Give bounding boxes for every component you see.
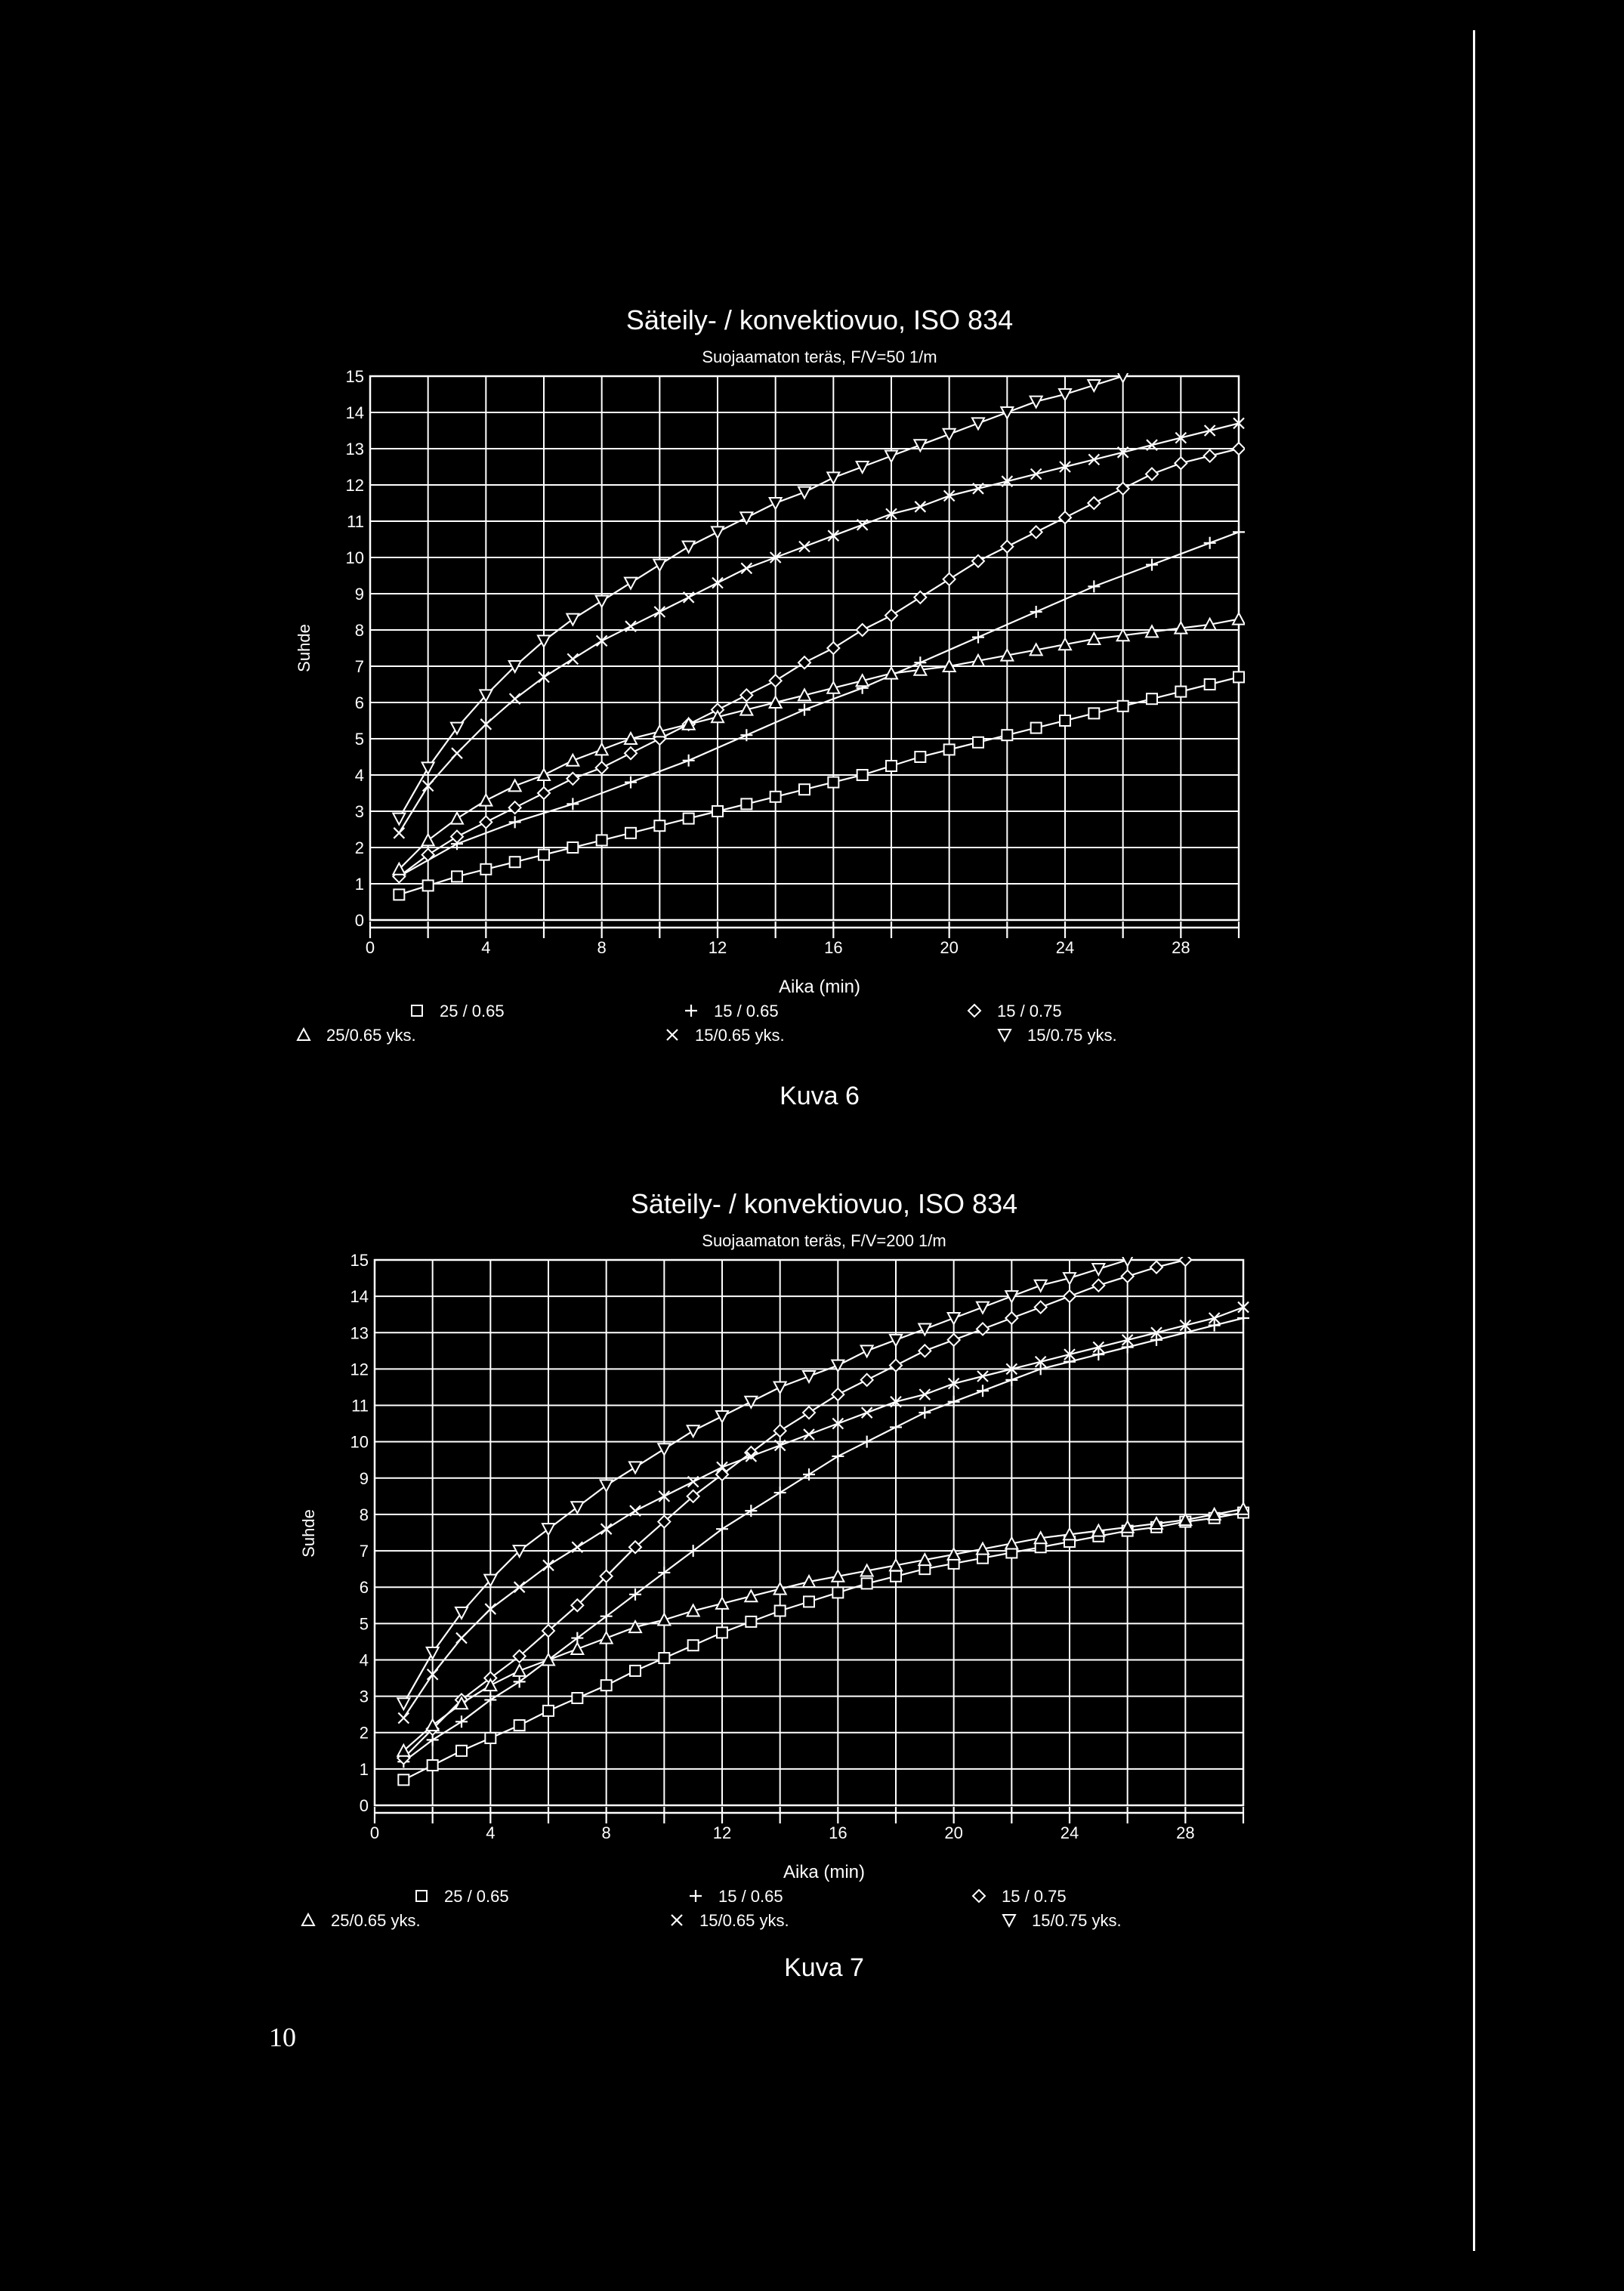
data-point-plus (890, 1421, 902, 1433)
data-point-square (485, 1733, 496, 1743)
plot-grid (370, 376, 1239, 920)
data-point-plus (1150, 1334, 1162, 1346)
data-point-triangle-down (1030, 397, 1042, 408)
data-point-x (567, 653, 578, 664)
data-point-plus (1237, 1312, 1249, 1324)
data-point-x (804, 1429, 814, 1440)
data-point-triangle-down (716, 1411, 728, 1422)
data-point-plus (832, 1450, 844, 1462)
legend-marker-diamond (968, 1005, 980, 1017)
y-tick-label: 11 (347, 512, 364, 531)
data-point-triangle-down (798, 487, 810, 499)
data-point-square (423, 880, 434, 891)
data-point-square (398, 1774, 409, 1785)
legend-marker-triangle-up (302, 1914, 314, 1925)
chart-title: Säteily- / konvektiovuo, ISO 834 (625, 304, 1014, 335)
data-point-x (394, 828, 404, 838)
data-point-diamond (625, 747, 637, 759)
data-point-triangle-down (943, 429, 956, 440)
series-square (394, 672, 1244, 900)
data-point-x (799, 542, 810, 552)
series-line (403, 1513, 1243, 1780)
legend-label: 15/0.65 yks. (699, 1911, 789, 1930)
y-tick-label: 3 (354, 802, 364, 821)
legend-marker-diamond (973, 1890, 985, 1902)
x-tick-label: 24 (1060, 1823, 1079, 1842)
series-plus (397, 1312, 1249, 1768)
data-point-square (514, 1720, 525, 1731)
y-tick-label: 14 (345, 403, 364, 422)
data-point-x (456, 1633, 467, 1644)
series-diamond (397, 1254, 1191, 1764)
data-point-square (654, 820, 665, 831)
data-point-square (944, 744, 955, 755)
data-point-square (712, 806, 723, 817)
data-point-x (862, 1407, 872, 1418)
series-line (399, 677, 1239, 894)
y-tick-label: 6 (354, 693, 364, 712)
x-axis-label: Aika (min) (778, 977, 861, 997)
legend-label: 15 / 0.75 (1002, 1887, 1067, 1906)
data-point-diamond (1150, 1261, 1162, 1274)
data-point-triangle-down (885, 451, 897, 462)
data-point-triangle-down (1092, 1264, 1104, 1275)
figure-label: Kuva 7 (784, 1953, 864, 1982)
y-tick-label: 9 (359, 1468, 369, 1488)
legend-label: 15 / 0.75 (997, 1002, 1062, 1020)
x-tick-label: 8 (601, 1823, 611, 1842)
data-point-triangle-down (567, 614, 579, 625)
data-point-square (394, 889, 404, 900)
data-point-square (770, 792, 781, 802)
x-tick-label: 20 (944, 1823, 963, 1842)
y-tick-label: 5 (359, 1614, 369, 1634)
data-point-diamond (1005, 1312, 1017, 1324)
data-point-x (452, 748, 462, 758)
data-point-diamond (943, 573, 956, 585)
data-point-plus (1005, 1374, 1017, 1386)
data-point-triangle-up (601, 1632, 613, 1644)
y-tick-label: 2 (359, 1723, 369, 1743)
data-point-x (1088, 454, 1099, 465)
series-square (398, 1508, 1249, 1786)
data-point-diamond (1092, 1280, 1104, 1292)
series-triangle-down (393, 371, 1128, 825)
data-point-triangle-down (629, 1462, 641, 1473)
data-point-square (717, 1627, 727, 1638)
legend-marker-plus (685, 1005, 697, 1017)
x-tick-label: 4 (481, 938, 491, 957)
data-point-plus (1179, 1326, 1191, 1338)
data-point-triangle-up (480, 795, 492, 806)
data-point-triangle-down (977, 1302, 989, 1314)
legend-marker-triangle-up (298, 1029, 310, 1040)
data-point-x (1205, 425, 1215, 436)
data-point-triangle-down (397, 1698, 409, 1709)
y-tick-label: 4 (359, 1650, 369, 1670)
data-point-diamond (774, 1425, 786, 1437)
series-triangle-down (397, 1255, 1133, 1709)
y-tick-label: 7 (354, 657, 364, 676)
data-point-triangle-down (972, 418, 984, 429)
legend-marker-square (416, 1891, 427, 1901)
data-point-square (1118, 701, 1128, 712)
data-point-triangle-up (658, 1614, 670, 1626)
x-tick-label: 28 (1172, 938, 1190, 957)
data-point-square (857, 770, 868, 780)
x-tick-label: 20 (940, 938, 959, 957)
data-point-plus (972, 631, 984, 644)
data-point-diamond (1179, 1254, 1191, 1266)
data-point-diamond (1035, 1301, 1047, 1314)
legend-marker-x (672, 1915, 682, 1925)
data-point-diamond (422, 849, 434, 861)
x-tick-label: 12 (712, 1823, 732, 1842)
data-point-plus (861, 1436, 873, 1448)
legend-label: 15 / 0.65 (714, 1002, 779, 1020)
data-point-triangle-down (658, 1443, 670, 1455)
data-point-plus (1146, 559, 1158, 571)
y-tick-label: 0 (354, 911, 364, 930)
chart-subtitle: Suojaamaton teräs, F/V=200 1/m (702, 1231, 946, 1250)
data-point-square (543, 1706, 554, 1716)
data-point-square (684, 814, 694, 824)
data-point-diamond (1088, 497, 1100, 509)
data-point-square (1031, 723, 1042, 733)
data-point-triangle-down (861, 1345, 873, 1357)
series-triangle-up (393, 613, 1245, 875)
data-point-square (688, 1640, 699, 1650)
y-tick-label: 4 (354, 766, 364, 785)
series-line (399, 449, 1239, 876)
y-tick-label: 8 (359, 1505, 369, 1524)
y-tick-label: 15 (350, 1251, 369, 1270)
y-tick-label: 0 (359, 1796, 369, 1815)
data-point-diamond (948, 1334, 960, 1346)
data-point-triangle-down (1035, 1280, 1047, 1292)
legend-label: 15/0.65 yks. (695, 1026, 785, 1045)
y-tick-label: 15 (345, 367, 364, 386)
plot-frame (370, 376, 1239, 920)
data-point-triangle-up (1233, 613, 1245, 625)
data-point-plus (1204, 537, 1216, 549)
data-point-triangle-down (451, 723, 463, 734)
data-point-square (601, 1680, 612, 1690)
data-point-triangle-down (857, 462, 869, 473)
data-point-x (741, 563, 752, 573)
series-line (403, 1318, 1243, 1761)
data-point-triangle-up (567, 755, 579, 766)
data-point-square (1175, 687, 1186, 697)
data-point-diamond (1001, 541, 1013, 553)
data-point-square (1147, 693, 1157, 704)
data-point-square (480, 864, 491, 875)
data-point-plus (1092, 1348, 1104, 1360)
legend-label: 15 / 0.65 (718, 1887, 783, 1906)
data-point-triangle-down (427, 1647, 439, 1659)
y-tick-label: 14 (350, 1287, 369, 1307)
series-line (403, 1260, 1185, 1758)
data-point-square (775, 1605, 786, 1616)
data-point-square (1088, 708, 1099, 718)
data-point-triangle-down (1088, 380, 1100, 391)
x-tick-label: 0 (365, 938, 375, 957)
data-point-square (828, 777, 838, 788)
data-point-square (625, 828, 636, 838)
data-point-triangle-down (601, 1480, 613, 1491)
data-point-triangle-up (451, 813, 463, 824)
data-point-triangle-down (455, 1607, 468, 1619)
data-point-diamond (1175, 457, 1187, 469)
data-point-diamond (1204, 450, 1216, 462)
data-point-triangle-up (509, 780, 521, 791)
data-point-diamond (538, 787, 550, 799)
data-point-diamond (827, 642, 839, 654)
x-tick-label: 4 (486, 1823, 496, 1842)
data-point-plus (977, 1385, 989, 1397)
chart-kuva-6 (295, 304, 1245, 1110)
x-tick-label: 24 (1055, 938, 1075, 957)
page-number: 10 (269, 2022, 296, 2052)
data-point-triangle-down (890, 1335, 902, 1346)
data-point-diamond (857, 624, 869, 636)
series-line (403, 1509, 1243, 1751)
data-point-plus (455, 1715, 468, 1728)
data-point-square (891, 1571, 901, 1582)
right-edge-rule (1473, 30, 1475, 2251)
y-tick-label: 6 (359, 1578, 369, 1598)
chart-subtitle: Suojaamaton teräs, F/V=50 1/m (702, 347, 937, 366)
data-point-diamond (861, 1374, 873, 1386)
data-point-plus (919, 1406, 931, 1419)
data-point-plus (567, 798, 579, 810)
data-point-plus (1209, 1320, 1221, 1332)
data-point-triangle-down (770, 498, 782, 509)
data-point-square (1233, 672, 1244, 682)
legend-marker-square (412, 1005, 422, 1016)
data-point-diamond (803, 1406, 815, 1419)
legend-label: 15/0.75 yks. (1032, 1911, 1122, 1930)
y-axis-label: Suhde (295, 624, 313, 672)
data-point-x (915, 502, 925, 512)
data-point-plus (774, 1487, 786, 1499)
data-point-square (799, 784, 810, 795)
data-point-plus (509, 816, 521, 828)
data-point-triangle-down (571, 1502, 583, 1513)
x-tick-label: 28 (1176, 1823, 1195, 1842)
data-point-square (832, 1587, 843, 1598)
data-point-plus (798, 704, 810, 716)
data-point-square (746, 1616, 756, 1627)
legend (302, 1887, 1122, 1930)
data-point-square (1060, 715, 1070, 726)
data-point-triangle-down (422, 762, 434, 773)
data-point-triangle-down (687, 1425, 699, 1437)
y-tick-label: 12 (350, 1360, 369, 1379)
data-point-triangle-down (653, 560, 665, 571)
y-tick-label: 5 (354, 730, 364, 749)
x-tick-label: 8 (597, 938, 607, 957)
data-point-square (452, 871, 462, 882)
data-point-square (741, 798, 752, 809)
data-point-plus (625, 777, 637, 789)
data-point-square (597, 835, 607, 845)
data-point-square (862, 1578, 872, 1589)
x-axis-label: Aika (min) (783, 1862, 866, 1882)
data-point-diamond (1233, 443, 1245, 455)
y-tick-label: 1 (359, 1759, 369, 1779)
data-point-square (886, 761, 897, 771)
data-point-diamond (740, 689, 752, 701)
series-line (399, 532, 1239, 876)
data-point-diamond (832, 1388, 844, 1400)
data-point-triangle-down (948, 1313, 960, 1324)
y-tick-label: 10 (350, 1432, 369, 1452)
y-tick-label: 10 (345, 548, 364, 567)
legend-marker-triangle-down (1003, 1915, 1015, 1926)
legend-label: 25 / 0.65 (440, 1002, 505, 1020)
data-point-triangle-up (596, 743, 608, 755)
legend-marker-triangle-down (999, 1030, 1011, 1041)
data-point-x (977, 1371, 988, 1382)
data-point-diamond (1064, 1290, 1076, 1302)
chart-title: Säteily- / konvektiovuo, ISO 834 (630, 1188, 1018, 1219)
y-tick-label: 11 (351, 1396, 369, 1416)
data-point-plus (1035, 1363, 1047, 1375)
data-point-square (456, 1746, 467, 1756)
y-tick-label: 13 (350, 1323, 369, 1343)
data-point-triangle-down (827, 472, 839, 483)
data-point-square (1205, 679, 1215, 690)
data-point-square (1002, 730, 1012, 740)
plot-frame (375, 1260, 1243, 1805)
plot-grid (375, 1260, 1243, 1805)
y-tick-label: 1 (354, 875, 364, 894)
y-tick-label: 13 (345, 440, 364, 459)
data-point-square (973, 737, 983, 748)
legend-label: 25/0.65 yks. (331, 1911, 421, 1930)
legend-label: 25 / 0.65 (444, 1887, 509, 1906)
x-tick-label: 12 (708, 938, 727, 957)
y-tick-label: 9 (354, 585, 364, 604)
data-point-plus (1030, 606, 1042, 618)
data-point-triangle-down (596, 596, 608, 607)
legend (298, 1002, 1117, 1045)
x-tick-label: 16 (824, 938, 843, 957)
data-point-square (567, 842, 578, 853)
legend-marker-plus (690, 1890, 702, 1902)
data-point-diamond (451, 831, 463, 843)
y-tick-label: 3 (359, 1687, 369, 1706)
y-tick-label: 7 (359, 1542, 369, 1561)
data-point-triangle-down (803, 1371, 815, 1382)
data-point-triangle-down (774, 1382, 786, 1393)
data-point-plus (683, 755, 695, 767)
data-point-square (804, 1596, 814, 1607)
data-point-square (659, 1653, 669, 1663)
data-point-triangle-down (625, 578, 637, 589)
y-tick-label: 2 (354, 838, 364, 857)
data-point-plus (1064, 1356, 1076, 1368)
y-axis-label: Suhde (299, 1509, 318, 1558)
x-tick-label: 0 (369, 1823, 380, 1842)
data-point-diamond (919, 1345, 931, 1357)
series-line (399, 376, 1122, 819)
y-tick-label: 12 (345, 476, 364, 495)
figure-label: Kuva 6 (780, 1082, 860, 1110)
data-point-diamond (480, 816, 492, 828)
data-point-x (919, 1389, 930, 1400)
series-triangle-up (397, 1503, 1249, 1756)
data-point-triangle-down (542, 1524, 554, 1535)
y-tick-label: 8 (354, 621, 364, 640)
data-point-square (539, 850, 549, 860)
data-point-square (572, 1693, 582, 1703)
data-point-x (398, 1712, 409, 1723)
data-point-x (1031, 469, 1042, 480)
legend-label: 15/0.75 yks. (1027, 1026, 1117, 1045)
series-line (403, 1260, 1127, 1703)
data-point-diamond (596, 761, 608, 773)
data-point-triangle-down (712, 526, 724, 538)
data-point-diamond (1122, 1271, 1134, 1283)
data-point-diamond (885, 610, 897, 622)
data-point-triangle-up (514, 1665, 526, 1676)
data-point-square (915, 752, 925, 762)
chart-kuva-7 (299, 1188, 1249, 1982)
data-point-plus (1088, 580, 1100, 592)
data-point-square (630, 1666, 641, 1676)
legend-label: 25/0.65 yks. (326, 1026, 416, 1045)
data-point-diamond (1030, 526, 1042, 538)
data-point-triangle-down (683, 542, 695, 553)
data-point-square (428, 1760, 438, 1771)
data-point-plus (1122, 1342, 1134, 1354)
legend-marker-x (667, 1030, 678, 1040)
data-point-diamond (770, 675, 782, 687)
data-point-diamond (1146, 468, 1158, 480)
data-point-plus (1233, 526, 1245, 538)
data-point-triangle-down (393, 814, 405, 825)
data-point-triangle-up (571, 1643, 583, 1654)
x-tick-label: 16 (829, 1823, 848, 1842)
data-point-square (510, 857, 520, 867)
data-point-triangle-up (422, 834, 434, 845)
